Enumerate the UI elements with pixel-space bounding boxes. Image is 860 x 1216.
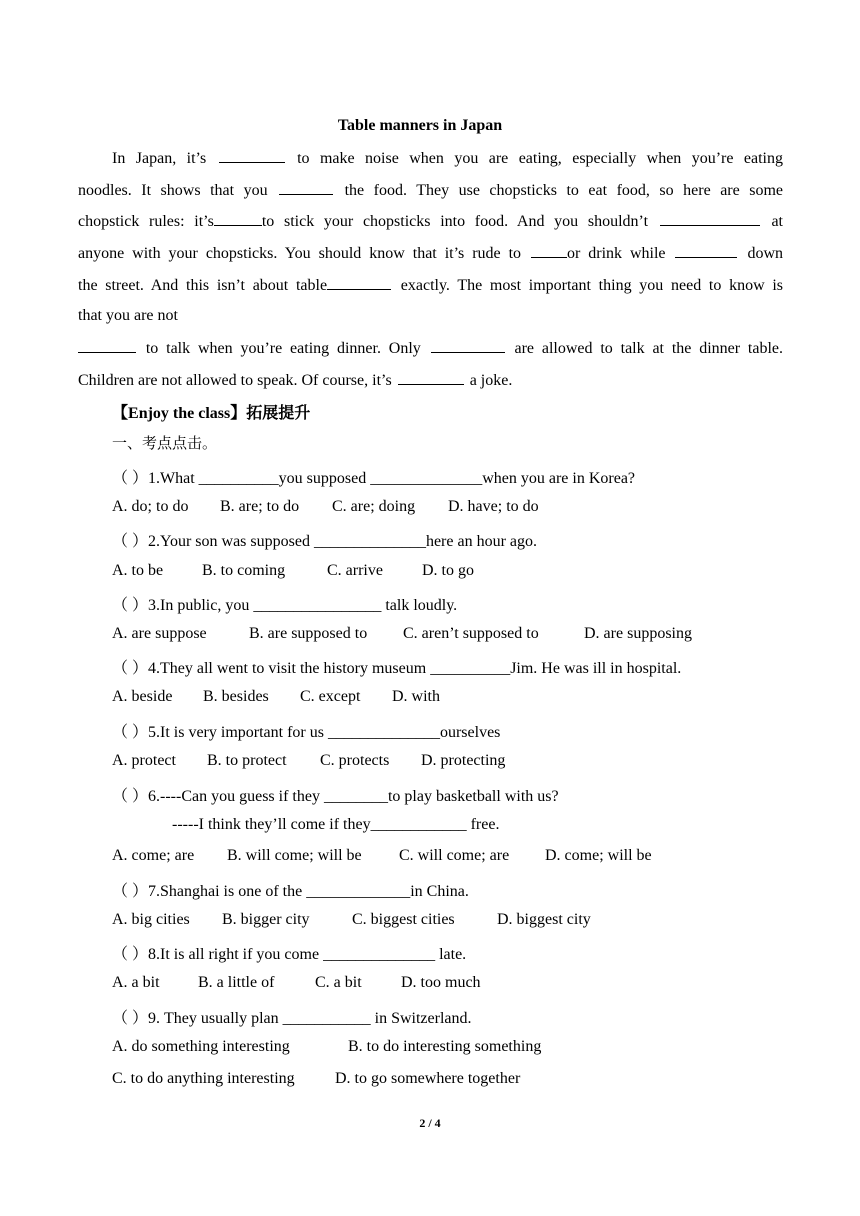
question-options: A. are suppose B. are supposed to C. aren’t supposed to D. are supposing: [112, 625, 692, 642]
question-stem: （ ）5.It is very important for us ______________ourselves: [112, 724, 501, 741]
passage-line: Children are not allowed to speak. Of course, it’s a joke.: [78, 368, 783, 400]
question-stem: （ ）7.Shanghai is one of the _____________in China.: [112, 883, 469, 900]
question-options: A. do something interesting B. to do interesting something: [112, 1038, 542, 1055]
question-options: A. do; to do B. are; to do C. are; doing D. have; to do: [112, 498, 539, 515]
passage-title: Table manners in Japan: [337, 117, 503, 134]
passage-line: that you are not: [78, 307, 178, 325]
question-stem: （ ）9. They usually plan ___________ in Switzerland.: [112, 1010, 472, 1027]
question-stem: （ ）6.----Can you guess if they ________to play basketball with us?: [112, 788, 559, 805]
question-stem: （ ）4.They all went to visit the history museum __________Jim. He was ill in hospital.: [112, 660, 682, 677]
passage-line: the street. And this isn’t about table exactly. The most important thing you need to know is: [78, 273, 783, 305]
answer-blank: [219, 146, 285, 163]
question-options: A. big cities B. bigger city C. biggest cities D. biggest city: [112, 911, 591, 928]
passage-body: [78, 146, 783, 400]
answer-blank: [78, 336, 136, 353]
passage-line: to talk when you’re eating dinner. Only are allowed to talk at the dinner table.: [78, 336, 783, 368]
question-options: A. to be B. to coming C. arrive D. to go: [112, 562, 474, 579]
section-heading: 【Enjoy the class】拓展提升: [112, 403, 311, 422]
question-options: C. to do anything interesting D. to go somewhere together: [112, 1070, 521, 1087]
question-options: A. come; are B. will come; will be C. will come; are D. come; will be: [112, 847, 652, 864]
question-options: A. protect B. to protect C. protects D. protecting: [112, 752, 506, 769]
answer-blank: [327, 273, 391, 290]
question-options: A. a bit B. a little of C. a bit D. too much: [112, 974, 481, 991]
question-stem: （ ）1.What __________you supposed ______________when you are in Korea?: [112, 470, 636, 487]
passage-line: anyone with your chopsticks. You should know that it’s rude to or drink while down: [78, 241, 783, 273]
answer-blank: [279, 178, 333, 195]
passage-line: noodles. It shows that you the food. They use chopsticks to eat food, so here are some: [78, 178, 783, 210]
question-stem: （ ）2.Your son was supposed ______________here an hour ago.: [112, 533, 538, 550]
answer-blank: [431, 336, 505, 353]
question-stem: （ ）3.In public, you ________________ talk loudly.: [112, 597, 458, 614]
question-stem-dialogue: -----I think they’ll come if they____________ free.: [172, 816, 500, 833]
page-number: 2 / 4: [419, 1116, 441, 1130]
subsection-heading: 一、考点点击。: [112, 434, 218, 452]
answer-blank: [398, 368, 464, 385]
answer-blank: [675, 241, 737, 258]
answer-blank: [660, 209, 760, 226]
question-options: A. beside B. besides C. except D. with: [112, 688, 440, 705]
question-stem: （ ）8.It is all right if you come ______________ late.: [112, 946, 467, 963]
passage-line: chopstick rules: it’s to stick your chopsticks into food. And you shouldn’t at: [78, 209, 783, 241]
passage-line: In Japan, it’s to make noise when you are eating, especially when you’re eating: [78, 146, 783, 178]
answer-blank: [531, 241, 567, 258]
answer-blank: [214, 209, 262, 226]
